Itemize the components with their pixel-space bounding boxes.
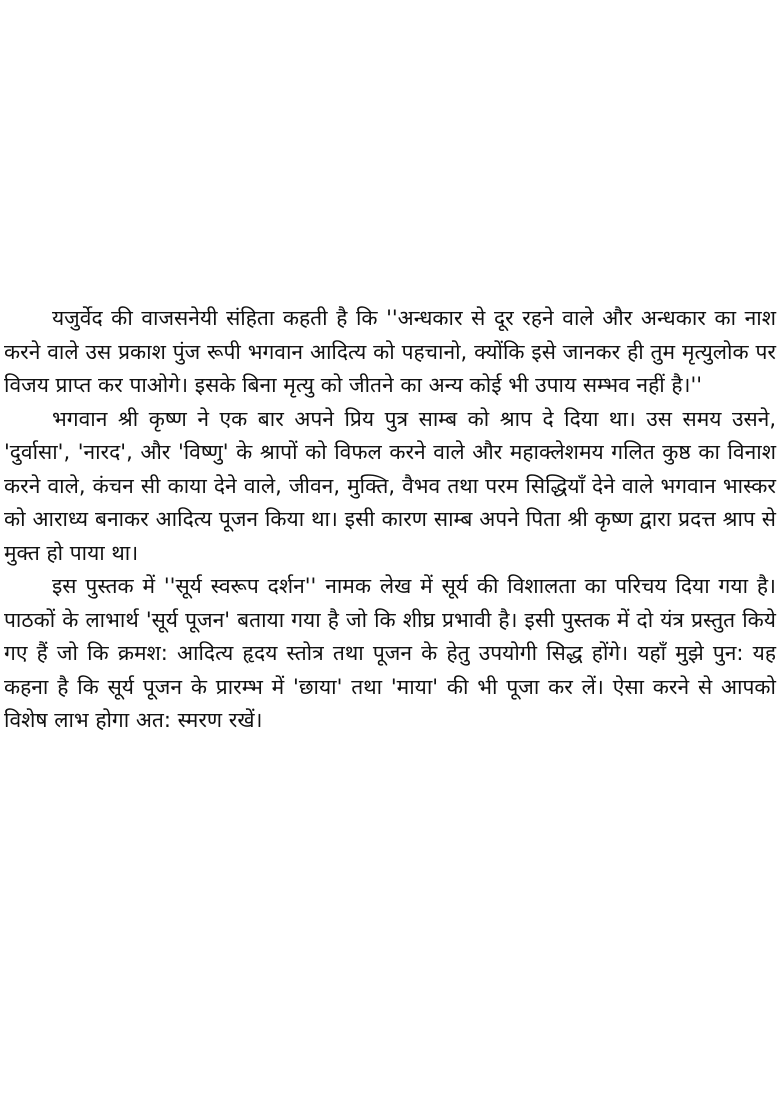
paragraph-book-contents: इस पुस्तक में ''सूर्य स्वरूप दर्शन'' नामक लेख में सूर्य की विशालता का परिचय दिया गया है। पाठकों के लाभार्थ 'सूर्य पूजन' बताया गया है जो कि शीघ्र प्रभावी है। इसी पुस्तक में दो यंत्र प्रस्तुत किये गए हैं जो कि क्रमश: आदित्य हृदय स्तोत्र तथा पूजन के हेतु उपयोगी सिद्ध होंगे। यहाँ मुझे पुन: यह कहना है कि सूर्य पूजन के प्रारम्भ में 'छाया' तथा 'माया' की भी पूजा कर लें। ऐसा करने से आपको विशेष लाभ होगा अत: स्मरण रखें। (4, 574, 776, 732)
paragraph-yajurveda: यजुर्वेद की वाजसनेयी संहिता कहती है कि ''अन्धकार से दूर रहने वाले और अन्धकार का नाश करने वाले उस प्रकाश पुंज रूपी भगवान आदित्य को पहचानो, क्योंकि इसे जानकर ही तुम मृत्युलोक पर विजय प्राप्त कर पाओगे। इसके बिना मृत्यु को जीतने का अन्य कोई भी उपाय सम्भव नहीं है।'' (4, 306, 776, 397)
body-text (4, 302, 776, 738)
paragraph-samba-story: भगवान श्री कृष्ण ने एक बार अपने प्रिय पुत्र साम्ब को श्राप दे दिया था। उस समय उसने, 'दुर्वासा', 'नारद', और 'विष्णु' के श्रापों को विफल करने वाले और महाक्लेशमय गलित कुष्ठ का विनाश करने वाले, कंचन सी काया देने वाले, जीवन, मुक्ति, वैभव तथा परम सिद्धियाँ देने वाले भगवान भास्कर को आराध्य बनाकर आदित्य पूजन किया था। इसी कारण साम्ब अपने पिता श्री कृष्ण द्वारा प्रदत्त श्राप से मुक्त हो पाया था। (4, 406, 776, 565)
